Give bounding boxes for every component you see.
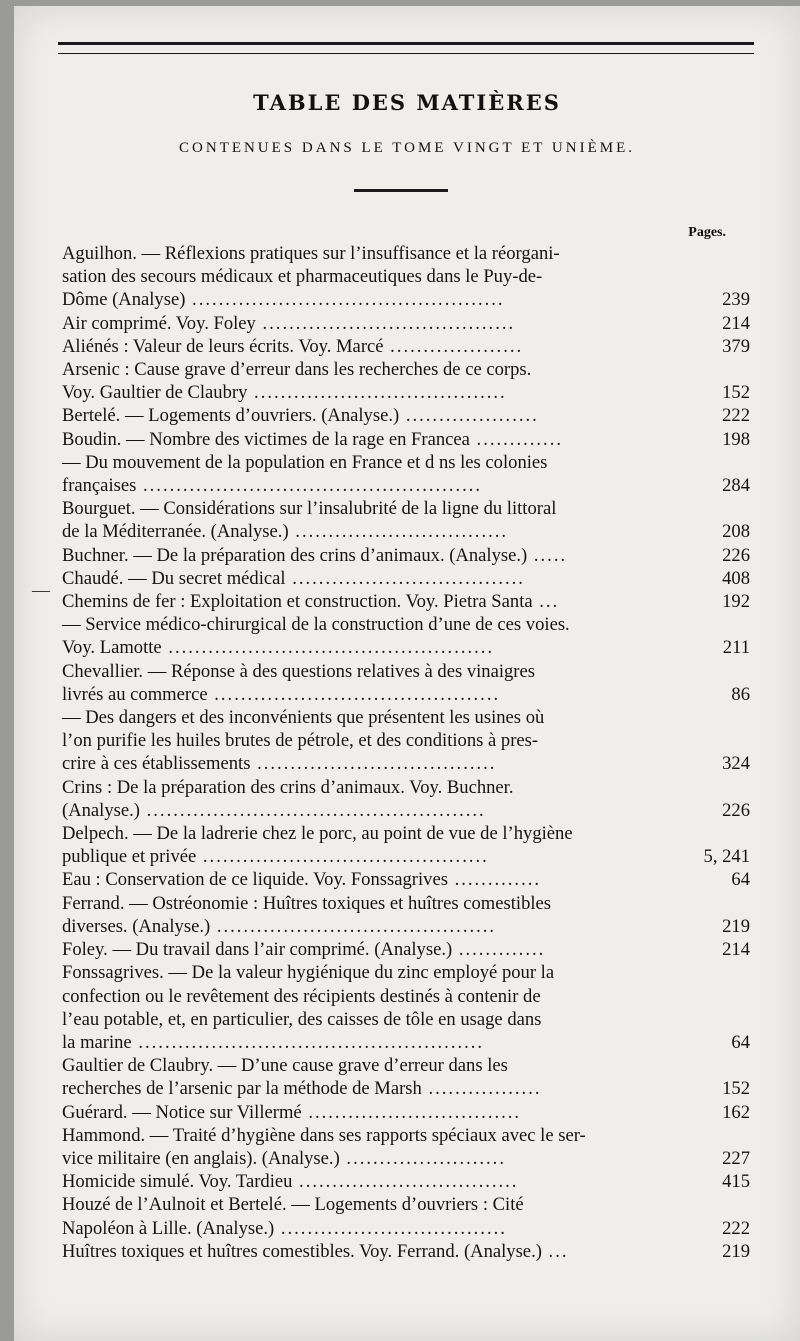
entry-line: sation des secours médicaux et pharmaceutiques dans le Puy-de- (62, 266, 543, 288)
index-entry (62, 567, 750, 590)
entry-page-number: 226 (722, 544, 750, 566)
index-entry (62, 335, 750, 358)
book-page (14, 6, 800, 1341)
entry-page-number: 208 (722, 521, 750, 543)
dot-leader: ........................ (339, 1147, 506, 1169)
entry-line: de la Méditerranée. (Analyse.) ................................ (62, 521, 509, 543)
entry-page-number: 222 (722, 1217, 750, 1239)
dot-leader: .................................................... (131, 1031, 485, 1053)
entry-line: Chaudé. — Du secret médical ................................... (62, 567, 525, 589)
entry-line: Dôme (Analyse) ............................................... (62, 289, 505, 311)
index-entry (62, 660, 750, 706)
index-entry (62, 1054, 750, 1100)
dot-leader: .................................... (250, 753, 497, 775)
entry-line: — Du mouvement de la population en France et d ns les colonies (62, 451, 548, 473)
margin-mark: — (32, 580, 50, 600)
entry-page-number: 222 (722, 405, 750, 427)
index-entry (62, 1240, 750, 1263)
entry-page-number: 324 (722, 753, 750, 775)
dot-leader: .................... (383, 335, 524, 357)
dot-leader: ................................................... (136, 475, 483, 497)
dot-leader: ................................. (292, 1171, 519, 1193)
entry-line: Hammond. — Traité d’hygiène dans ses rapports spéciaux avec le ser- (62, 1124, 586, 1146)
dot-leader: ........................................... (207, 683, 501, 705)
index-entry (62, 1124, 750, 1170)
index-entry (62, 451, 750, 497)
index-entry (62, 428, 750, 451)
dot-leader: ................................ (301, 1101, 522, 1123)
entry-line: Delpech. — De la ladrerie chez le porc, au point de vue de l’hygiène (62, 823, 573, 845)
entry-line: Boudin. — Nombre des victimes de la rage en Francea ............. (62, 428, 563, 450)
entry-page-number: 198 (722, 428, 750, 450)
dot-leader: ...................................... (255, 312, 516, 334)
index-entry (62, 1170, 750, 1193)
index-entry (62, 312, 750, 335)
index-entries (62, 242, 750, 1263)
entry-page-number: 226 (722, 799, 750, 821)
entry-line: livrés au commerce ........................................... (62, 683, 501, 705)
dot-leader: ... (541, 1240, 569, 1262)
entry-page-number: 162 (722, 1101, 750, 1123)
dot-leader: ................. (421, 1078, 542, 1100)
index-entry (62, 1193, 750, 1239)
entry-page-number: 152 (722, 382, 750, 404)
index-entry (62, 242, 750, 312)
index-entry (62, 938, 750, 961)
entry-line: Napoléon à Lille. (Analyse.) .................................. (62, 1217, 507, 1239)
entry-page-number: 227 (722, 1147, 750, 1169)
entry-line: Homicide simulé. Voy. Tardieu ................................. (62, 1171, 519, 1193)
entry-line: — Service médico-chirurgical de la construction d’une de ces voies. (62, 614, 570, 636)
top-rule (58, 42, 754, 54)
index-entry (62, 590, 750, 613)
entry-line: françaises ................................................... (62, 475, 483, 497)
entry-page-number: 219 (722, 915, 750, 937)
entry-line: Voy. Gaultier de Claubry ...................................... (62, 382, 507, 404)
entry-line: Bertelé. — Logements d’ouvriers. (Analyse.) .................... (62, 405, 539, 427)
index-entry (62, 961, 750, 1054)
dot-leader: ........................................... (196, 846, 489, 868)
entry-line: (Analyse.) ................................................... (62, 799, 486, 821)
entry-line: Bourguet. — Considérations sur l’insalubrité de la ligne du littoral (62, 498, 557, 520)
pages-column-header: Pages. (688, 225, 726, 240)
dot-leader: ............................................... (185, 289, 505, 311)
entry-line: Crins : De la préparation des crins d’animaux. Voy. Buchner. (62, 776, 514, 798)
entry-line: — Des dangers et des inconvénients que présentent les usines où (62, 707, 545, 729)
entry-line: Voy. Lamotte ................................................. (62, 637, 495, 659)
entry-line: Buchner. — De la préparation des crins d’animaux. (Analyse.) ..... (62, 544, 568, 566)
entry-line: diverses. (Analyse.) .......................................... (62, 915, 497, 937)
index-entry (62, 1101, 750, 1124)
entry-page-number: 214 (722, 312, 750, 334)
page-subtitle: CONTENUES DANS LE TOME VINGT ET UNIÈME. (178, 140, 636, 156)
entry-line: crire à ces établissements .................................... (62, 753, 497, 775)
dot-leader: ................................... (285, 567, 525, 589)
entry-line: Eau : Conservation de ce liquide. Voy. Fonssagrives ............. (62, 869, 542, 891)
entry-page-number: 211 (722, 637, 750, 659)
entry-page-number: 152 (722, 1078, 750, 1100)
entry-line: Air comprimé. Voy. Foley ...................................... (62, 312, 516, 334)
dot-leader: ..... (527, 544, 568, 566)
entry-line: Chevallier. — Réponse à des questions relatives à des vinaigres (62, 660, 535, 682)
entry-page-number: 408 (722, 567, 750, 589)
dot-leader: ... (532, 591, 560, 613)
entry-line: l’eau potable, et, en particulier, des caisses de tôle en usage dans (62, 1008, 542, 1030)
index-entry (62, 822, 750, 868)
entry-line: Ferrand. — Ostréonomie : Huîtres toxiques et huîtres comestibles (62, 892, 552, 914)
entry-page-number: 219 (722, 1240, 750, 1262)
entry-line: publique et privée ........................................... (62, 846, 489, 868)
index-entry (62, 706, 750, 776)
dot-leader: ................................................... (139, 799, 486, 821)
entry-line: Fonssagrives. — De la valeur hygiénique du zinc employé pour la (62, 962, 555, 984)
entry-line: Gaultier de Claubry. — D’une cause grave d’erreur dans les (62, 1055, 508, 1077)
entry-page-number: 64 (731, 869, 750, 891)
entry-line: Aguilhon. — Réflexions pratiques sur l’insuffisance et la réorgani- (62, 243, 560, 264)
dot-leader: .................................. (274, 1217, 507, 1239)
dot-leader: ................................................. (161, 637, 495, 659)
entry-line: Foley. — Du travail dans l’air comprimé. (Analyse.) ............. (62, 939, 546, 961)
entry-line: Houzé de l’Aulnoit et Bertelé. — Logements d’ouvriers : Cité (62, 1194, 524, 1216)
dot-leader: ................................ (288, 521, 509, 543)
dot-leader: ...................................... (247, 382, 507, 404)
entry-page-number: 284 (722, 475, 750, 497)
index-entry (62, 868, 750, 891)
entry-page-number: 239 (722, 289, 750, 311)
dot-leader: ............. (469, 428, 563, 450)
dot-leader: .......................................... (210, 915, 497, 937)
entry-line: Chemins de fer : Exploitation et construction. Voy. Pietra Santa ... (62, 591, 560, 613)
title-divider (354, 189, 448, 192)
entry-page-number: 86 (731, 683, 750, 705)
entry-line: Arsenic : Cause grave d’erreur dans les recherches de ce corps. (62, 359, 532, 381)
index-entry (62, 404, 750, 427)
index-entry (62, 358, 750, 404)
entry-line: Guérard. — Notice sur Villermé ................................ (62, 1101, 522, 1123)
entry-line: Huîtres toxiques et huîtres comestibles. Voy. Ferrand. (Analyse.) ... (62, 1240, 569, 1262)
index-entry (62, 776, 750, 822)
entry-line: vice militaire (en anglais). (Analyse.) ........................ (62, 1147, 506, 1169)
dot-leader: ............. (452, 939, 546, 961)
entry-page-number: 5, 241 (703, 846, 750, 868)
entry-page-number: 64 (731, 1031, 750, 1053)
entry-page-number: 415 (722, 1171, 750, 1193)
index-entry (62, 613, 750, 659)
page-title: TABLE DES MATIÈRES (253, 90, 561, 115)
index-entry (62, 544, 750, 567)
entry-line: recherches de l’arsenic par la méthode de Marsh ................. (62, 1078, 542, 1100)
index-entry (62, 497, 750, 543)
index-entry (62, 892, 750, 938)
entry-page-number: 192 (722, 591, 750, 613)
dot-leader: ............. (447, 869, 542, 891)
entry-line: confection ou le revêtement des récipients destinés à contenir de (62, 985, 541, 1007)
entry-line: Aliénés : Valeur de leurs écrits. Voy. Marcé .................... (62, 335, 524, 357)
entry-page-number: 214 (722, 939, 750, 961)
dot-leader: .................... (399, 405, 539, 427)
entry-line: la marine .................................................... (62, 1031, 485, 1053)
entry-line: l’on purifie les huiles brutes de pétrole, et des conditions à pres- (62, 730, 539, 752)
entry-page-number: 379 (722, 335, 750, 357)
